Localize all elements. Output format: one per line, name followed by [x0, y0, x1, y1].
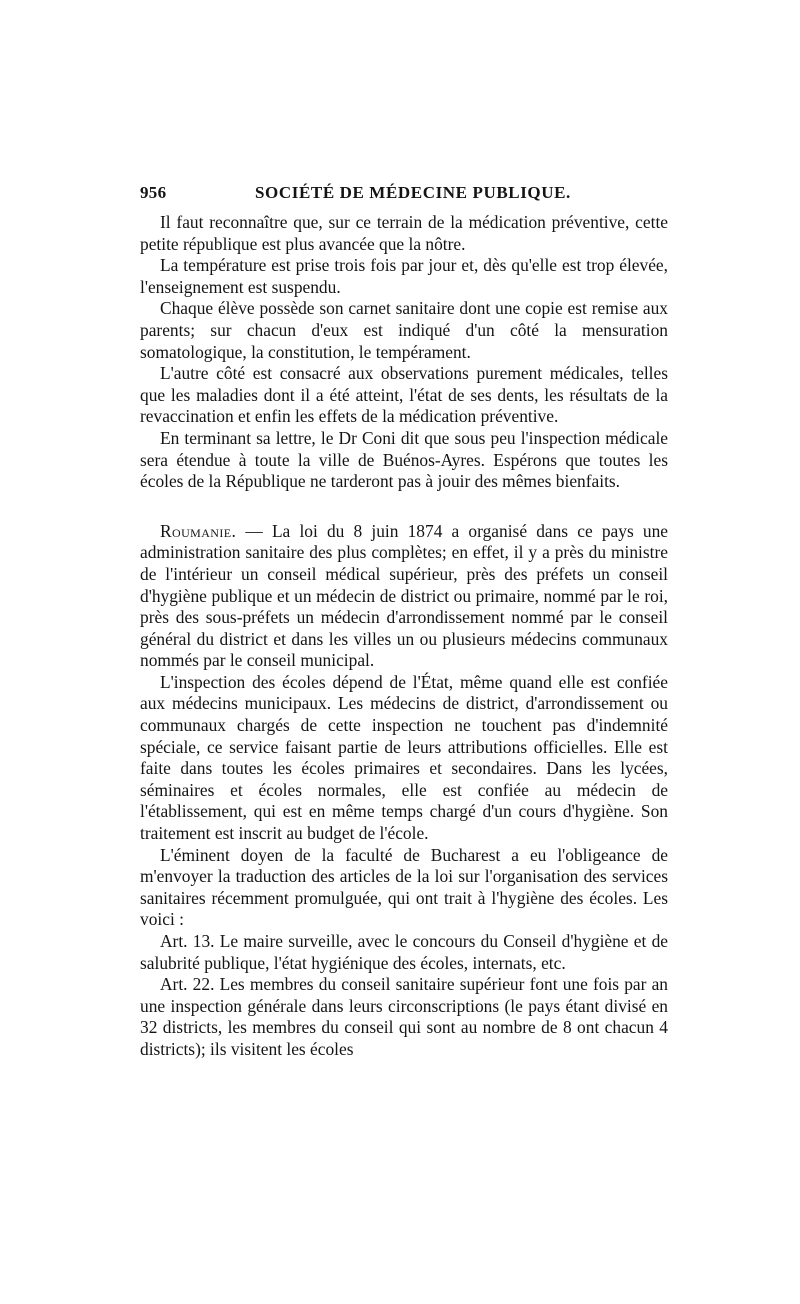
running-title: SOCIÉTÉ DE MÉDECINE PUBLIQUE.	[255, 183, 571, 202]
paragraph-coni-letter: En terminant sa lettre, le Dr Coni dit que sous peu l'inspection médicale sera étendue à toute la ville de Buénos-Ayres. Espérons que toutes les écoles de la République ne tarderont pas à jouir des mêmes bienfaits.	[140, 427, 668, 492]
paragraph-school-inspection: L'inspection des écoles dépend de l'État, même quand elle est confiée aux médecins municipaux. Les médecins de district, d'arrondissement ou communaux chargés de cette inspection ne touchent pas d'indemnité spéciale, ce service faisant partie de leurs attributions officielles. Elle est faite dans toutes les écoles primaires et secondaires. Dans les lycées, séminaires et écoles normales, elle est confiée au médecin de l'établissement, qui est en même temps chargé d'un cours d'hygiène. Son traitement est inscrit au budget de l'école.	[140, 671, 668, 844]
page-number: 956	[140, 183, 167, 202]
paragraph-temperature: La température est prise trois fois par jour et, dès qu'elle est trop élevée, l'enseignement est suspendu.	[140, 255, 668, 297]
paragraph-health-booklet: Chaque élève possède son carnet sanitaire dont une copie est remise aux parents; sur chacun d'eux est indiqué d'un côté la mensuration somatologique, la constitution, le tempérament.	[140, 298, 668, 362]
running-head	[140, 183, 670, 209]
paragraph-medical-observations: L'autre côté est consacré aux observations purement médicales, telles que les maladies dont il a été atteint, l'état de ses dents, les résultats de la revaccination et enfin les effets de la médication préventive.	[140, 363, 668, 427]
paragraph-article-13: Art. 13. Le maire surveille, avec le concours du Conseil d'hygiène et de salubrité publique, l'état hygiénique des écoles, internats, etc.	[140, 931, 668, 973]
paragraph-romania	[140, 521, 668, 672]
paragraph-romania-text: — La loi du 8 juin 1874 a organisé dans ce pays une administration sanitaire des plus complètes; en effet, il y a près du ministre de l'intérieur un conseil médical supérieur, près des préfets un conseil d'hygiène publique et un médecin de district ou primaire, nommé par le roi, près des sous-préfets un médecin d'arrondissement nommé par le conseil général du district et dans les villes un ou plusieurs médecins communaux nommés par le conseil municipal.	[140, 520, 668, 671]
paragraph-article-22: Art. 22. Les membres du conseil sanitaire supérieur font une fois par an une inspection générale dans leurs circonscriptions (le pays étant divisé en 32 districts, les membres du conseil qui sont au nombre de 8 ont chacun 4 districts); ils visitent les écoles	[140, 974, 668, 1059]
section-heading-romania: Roumanie.	[160, 520, 237, 541]
paragraph-bucharest-dean: L'éminent doyen de la faculté de Bucharest a eu l'obligeance de m'envoyer la traduction des articles de la loi sur l'organisation des services sanitaires récemment promulguée, qui ont trait à l'hygiène des écoles. Les voici :	[140, 844, 668, 930]
body-text	[140, 212, 668, 1061]
paragraph-preventive-medicine: Il faut reconnaître que, sur ce terrain de la médication préventive, cette petite république est plus avancée que la nôtre.	[140, 212, 668, 254]
